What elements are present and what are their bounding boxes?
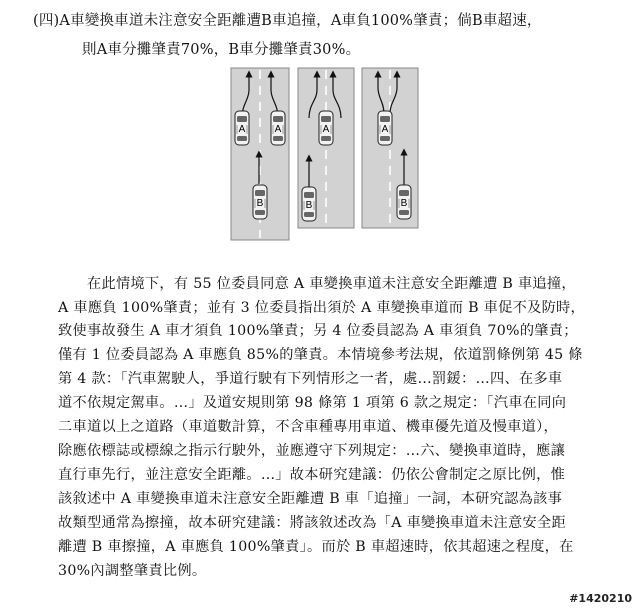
car-b-label: B — [305, 200, 313, 211]
lane-change-diagram — [229, 66, 419, 242]
body-text-line: 該敘述中 A 車變換車道未注意安全距離遭 B 車「追撞」一詞，本研究認為該事 — [58, 491, 563, 507]
car-b-label: B — [400, 198, 408, 209]
body-text-line: 在此情境下，有 55 位委員同意 A 車變換車道未注意安全距離遭 B 車追撞， — [58, 276, 576, 292]
car-a-label: A — [381, 124, 389, 135]
watermark-id: #1420210 — [569, 592, 632, 605]
body-text-line: 二車道以上之道路（車道數計算，不含車種專用車道、機車優先道及慢車道）， — [58, 419, 558, 435]
body-text-line: 離遭 B 車擦撞，A 車應負 100%肇責」。而於 B 車超速時，依其超速之程度，在 — [58, 539, 574, 555]
body-text-line: 直行車先行，並注意安全距離。…」故本研究建議：仍依公會制定之原比例，惟 — [58, 467, 566, 483]
car-a-label: A — [238, 124, 246, 135]
body-text-line: 除應依標誌或標線之指示行駛外，並應遵守下列規定：…六、變換車道時，應讓 — [58, 443, 566, 459]
scenario-panel-3 — [362, 68, 418, 228]
body-text-line: 30%內調整肇責比例。 — [58, 563, 207, 579]
body-text-line: 道不依規定駕車。…」及道安規則第 98 條第 1 項第 6 款之規定：「汽車在同向 — [58, 395, 567, 411]
car-a-label: A — [322, 124, 330, 135]
car-a-label: A — [274, 124, 282, 135]
body-text-line: A 車應負 100%肇責；並有 3 位委員指出須於 A 車變換車道而 B 車促不及防時， — [58, 300, 586, 316]
body-text-line: 故類型通常為擦撞，故本研究建議：將該敘述改為「A 車變換車道未注意安全距 — [58, 515, 566, 531]
body-text-line: 致使事故發生 A 車才須負 100%肇責；另 4 位委員認為 A 車須負 70%的肇責； — [58, 323, 578, 339]
car-b-label: B — [256, 198, 264, 209]
heading-line-2: 則A車分攤肇責70%，B車分攤肇責30%。 — [82, 42, 361, 58]
scenario-panel-1 — [231, 68, 289, 240]
body-text-line: 僅有 1 位委員認為 A 車應負 85%的肇責。本情境參考法規，依道罰條例第 45 條 — [58, 347, 583, 363]
body-text-line: 第 4 款：「汽車駕駛人，爭道行駛有下列情形之一者，處…罰鍰：…四、在多車 — [58, 371, 563, 387]
heading-line-1: (四)A車變換車道未注意安全距離遭B車追撞，A車負100%肇責；倘B車超速， — [33, 13, 542, 29]
